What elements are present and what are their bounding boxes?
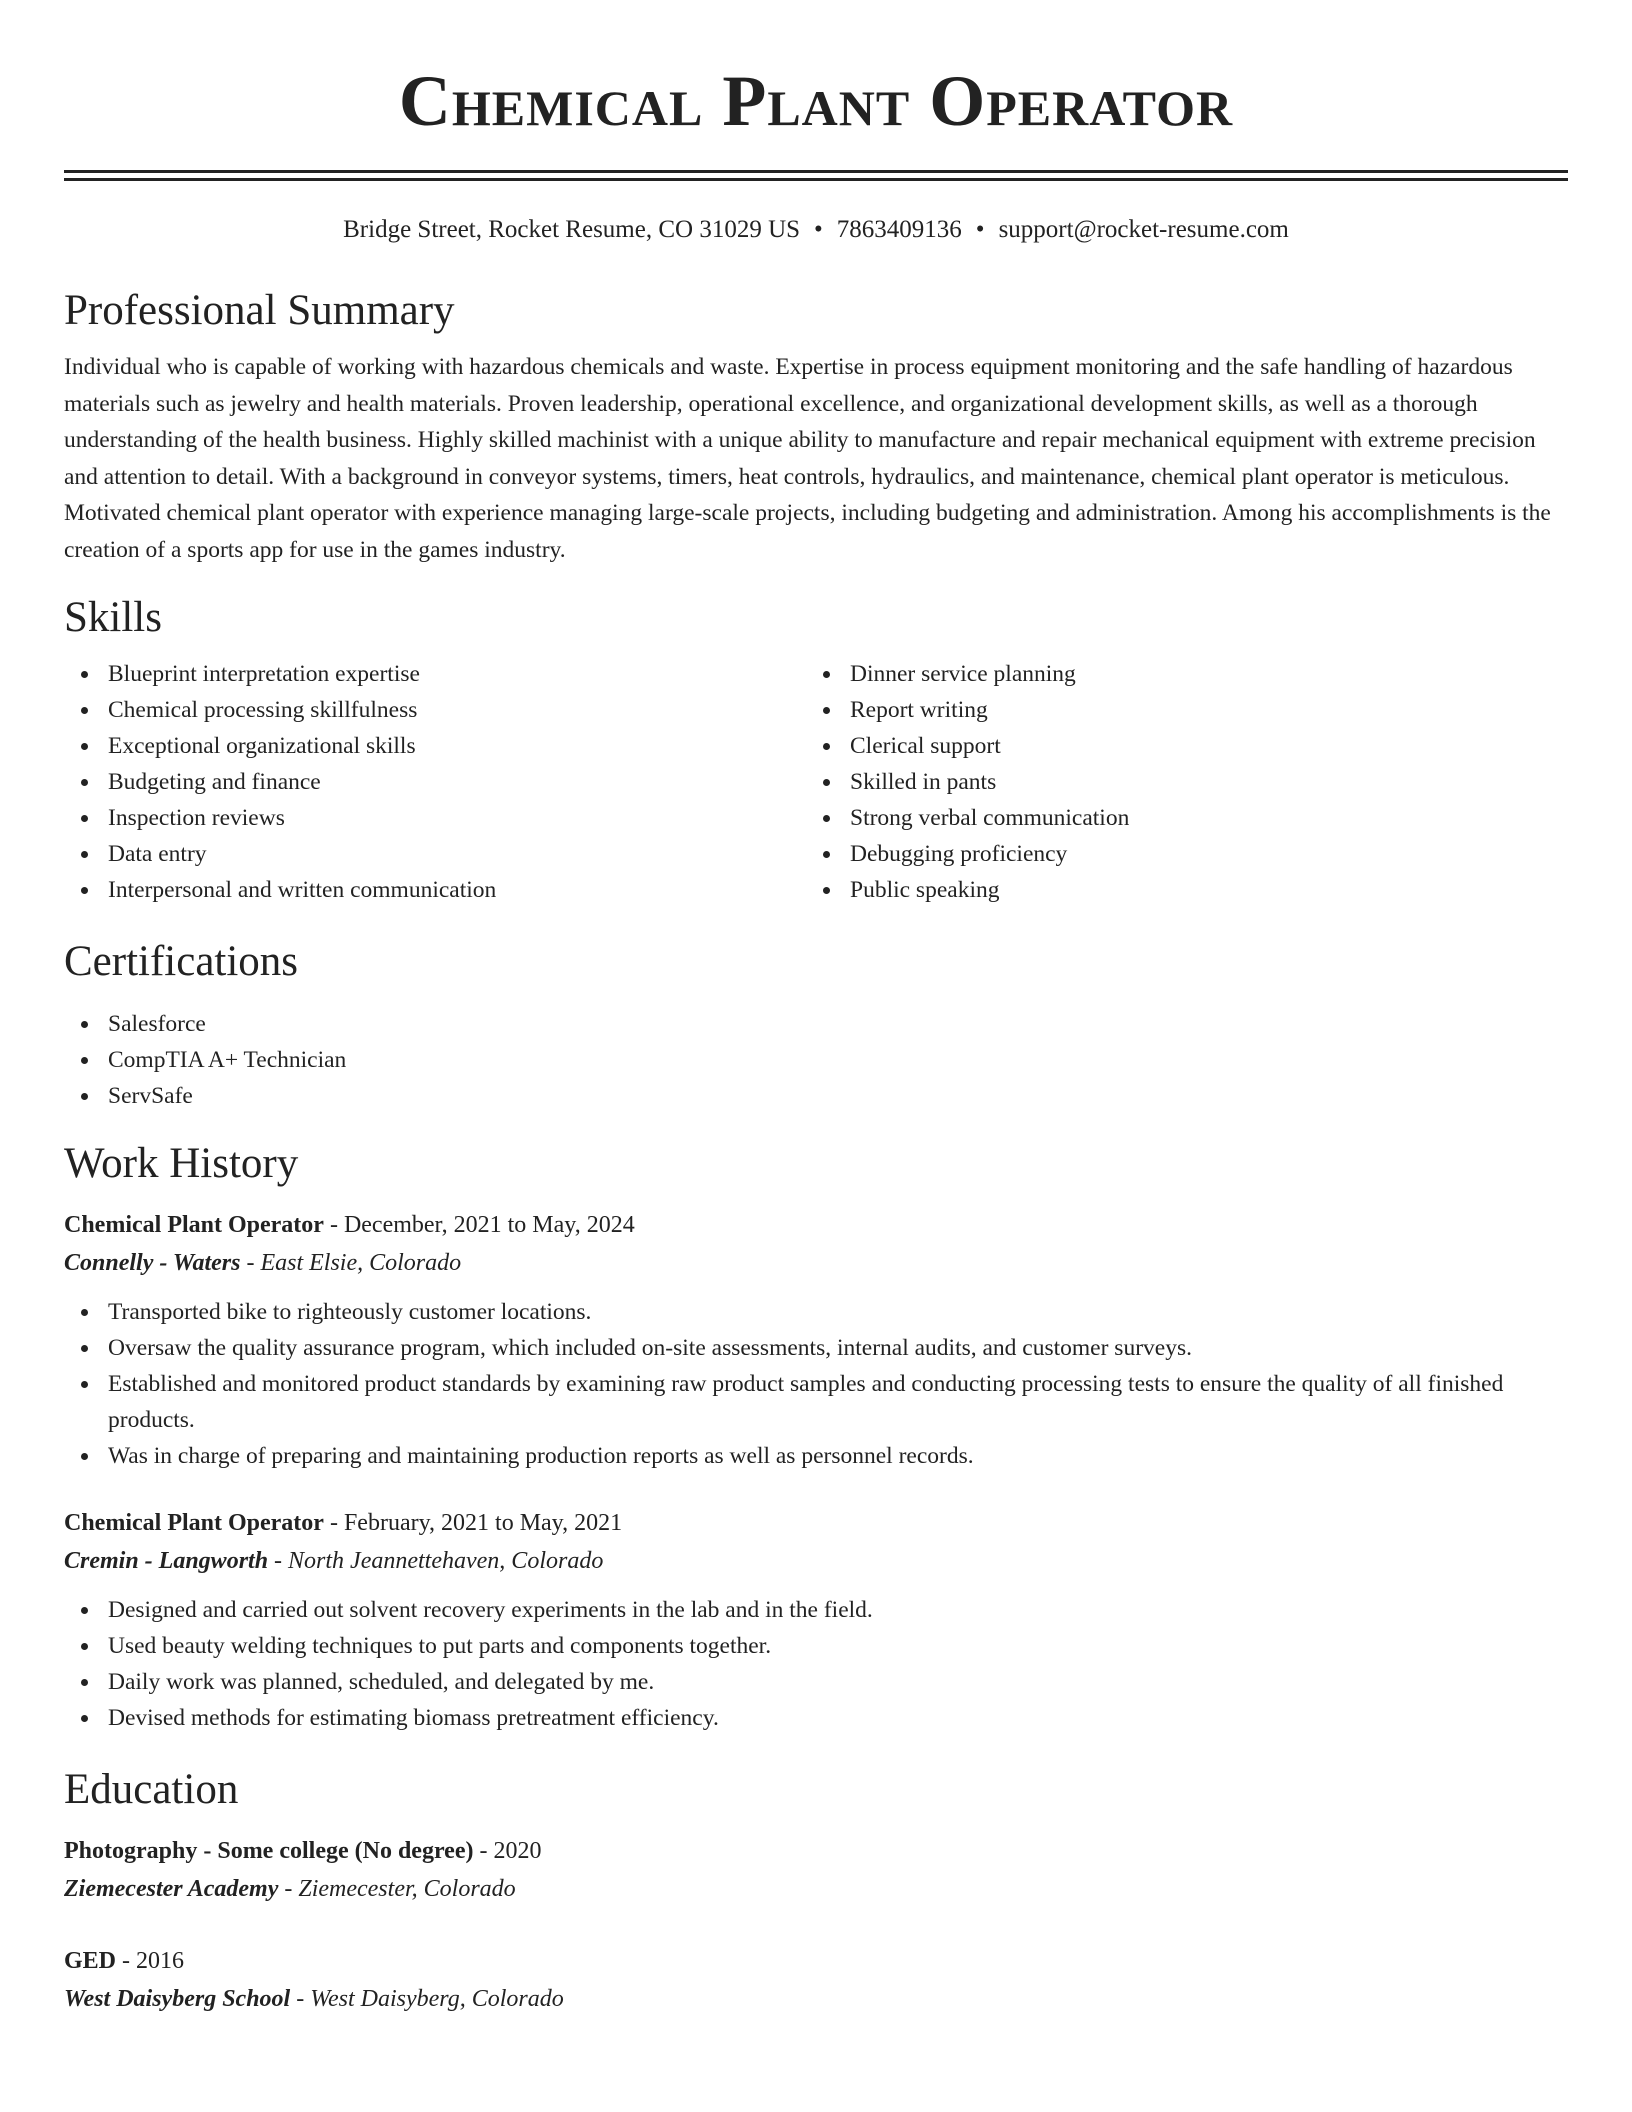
contact-email: support@rocket-resume.com xyxy=(998,216,1289,243)
job-dates: - February, 2021 to May, 2021 xyxy=(323,1510,623,1536)
section-heading-work-history: Work History xyxy=(64,1140,299,1187)
education-entry xyxy=(64,1832,1568,1908)
skills-list-right xyxy=(806,656,1548,908)
job-bullet: Used beauty welding techniques to put parts and components together. xyxy=(64,1628,1568,1664)
education-year: - 2016 xyxy=(116,1948,185,1974)
certification-item: CompTIA A+ Technician xyxy=(64,1042,1568,1078)
resume-title: Chemical Plant Operator xyxy=(398,61,1234,141)
skill-item: Chemical processing skillfulness xyxy=(64,692,806,728)
skill-item: Clerical support xyxy=(806,728,1548,764)
skill-item: Exceptional organizational skills xyxy=(64,728,806,764)
job-location: - East Elsie, Colorado xyxy=(240,1250,462,1276)
education-entry xyxy=(64,1942,1568,2018)
education-school: Ziemecester Academy xyxy=(64,1876,279,1902)
section-heading-education: Education xyxy=(64,1766,239,1813)
education-degree-line xyxy=(64,1942,1568,1980)
education-school-line xyxy=(64,1870,1568,1908)
education-location: - Ziemecester, Colorado xyxy=(278,1876,516,1902)
job-bullet: Daily work was planned, scheduled, and delegated by me. xyxy=(64,1664,1568,1700)
job-title-line xyxy=(64,1504,1568,1542)
education-school-line xyxy=(64,1980,1568,2018)
skill-item: Report writing xyxy=(806,692,1548,728)
skill-item: Interpersonal and written communication xyxy=(64,872,806,908)
work-entry xyxy=(64,1504,1568,1736)
skill-item: Debugging proficiency xyxy=(806,836,1548,872)
contact-separator: • xyxy=(814,216,823,243)
education-school: West Daisyberg School xyxy=(64,1986,291,2012)
job-bullet: Transported bike to righteously customer locations. xyxy=(64,1294,1568,1330)
skill-item: Strong verbal communication xyxy=(806,800,1548,836)
education-degree: GED xyxy=(64,1948,117,1974)
skill-item: Blueprint interpretation expertise xyxy=(64,656,806,692)
skills-list-left xyxy=(64,656,806,908)
certification-item: Salesforce xyxy=(64,1006,1568,1042)
job-dates: - December, 2021 to May, 2024 xyxy=(323,1212,635,1238)
job-bullets xyxy=(64,1294,1568,1474)
section-heading-summary: Professional Summary xyxy=(64,287,455,334)
contact-separator: • xyxy=(975,216,985,243)
skill-item: Public speaking xyxy=(806,872,1548,908)
education-year: - 2020 xyxy=(473,1838,542,1864)
title-double-rule xyxy=(64,170,1568,181)
job-company: Connelly - Waters xyxy=(64,1250,241,1276)
job-bullets xyxy=(64,1592,1568,1736)
summary-text: Individual who is capable of working with hazardous chemicals and waste. Expertise in process equipment monitoring and the safe handling of hazardous materials such as jewelry and health materials. Proven leadership, operational excellence, and organizational development skills, as well as a thorough understanding of the health business. Highly skilled machinist with a unique ability to manufacture and repair mechanical equipment with extreme precision and attention to detail. With a background in conveyor systems, timers, heat controls, hydraulics, and maintenance, chemical plant operator is meticulous. Motivated chemical plant operator with experience managing large-scale projects, including budgeting and administration. Among his accomplishments is the creation of a sports app for use in the games industry. xyxy=(64,354,1551,563)
job-title-line xyxy=(64,1206,1568,1244)
job-company-line xyxy=(64,1244,1568,1282)
job-bullet: Devised methods for estimating biomass pretreatment efficiency. xyxy=(64,1700,1568,1736)
section-heading-skills: Skills xyxy=(64,594,162,641)
job-bullet: Oversaw the quality assurance program, which included on-site assessments, internal audits, and customer surveys. xyxy=(64,1330,1568,1366)
job-title: Chemical Plant Operator xyxy=(64,1212,324,1238)
skill-item: Budgeting and finance xyxy=(64,764,806,800)
education-degree: Photography - Some college (No degree) xyxy=(64,1838,474,1864)
job-bullet: Established and monitored product standards by examining raw product samples and conducting processing tests to ensure the quality of all finished products. xyxy=(64,1366,1568,1438)
contact-address: Bridge Street, Rocket Resume, CO 31029 US xyxy=(343,216,801,243)
education-degree-line xyxy=(64,1832,1568,1870)
skill-item: Skilled in pants xyxy=(806,764,1548,800)
section-heading-certifications: Certifications xyxy=(64,938,299,985)
education-location: - West Daisyberg, Colorado xyxy=(290,1986,564,2012)
skill-item: Data entry xyxy=(64,836,806,872)
skill-item: Inspection reviews xyxy=(64,800,806,836)
certification-item: ServSafe xyxy=(64,1078,1568,1114)
job-bullet: Designed and carried out solvent recovery experiments in the lab and in the field. xyxy=(64,1592,1568,1628)
certifications-list xyxy=(64,1006,1568,1114)
job-bullet: Was in charge of preparing and maintaining production reports as well as personnel records. xyxy=(64,1438,1568,1474)
work-entry xyxy=(64,1206,1568,1474)
job-company: Cremin - Langworth xyxy=(64,1548,269,1574)
contact-line xyxy=(64,215,1568,245)
job-location: - North Jeannettehaven, Colorado xyxy=(268,1548,604,1574)
job-company-line xyxy=(64,1542,1568,1580)
job-title: Chemical Plant Operator xyxy=(64,1510,324,1536)
contact-phone: 7863409136 xyxy=(836,216,962,243)
skills-columns xyxy=(64,656,1568,908)
skill-item: Dinner service planning xyxy=(806,656,1548,692)
